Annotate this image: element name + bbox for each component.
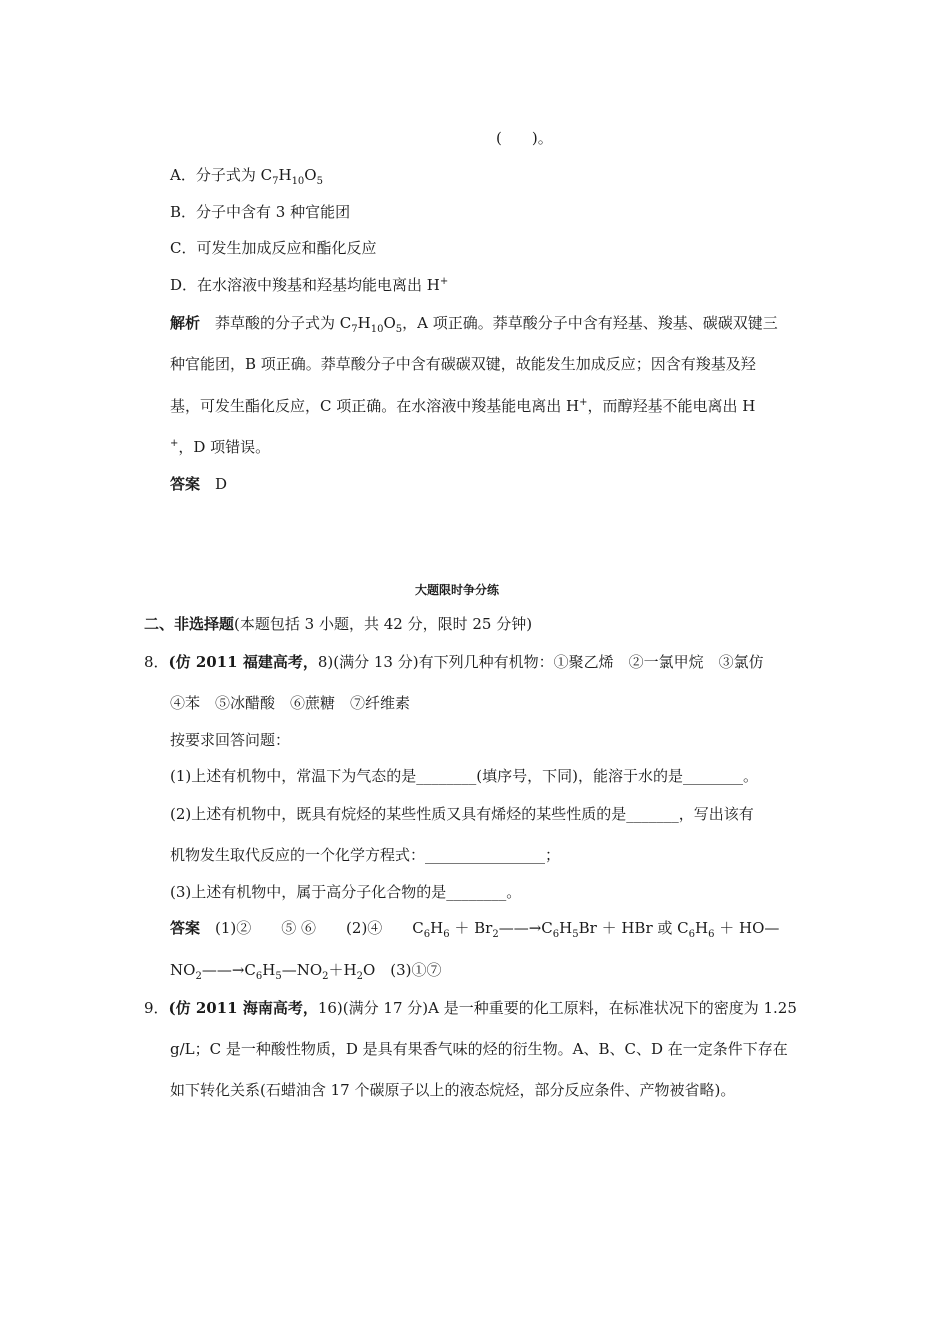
- section-title: 大题限时争分练: [415, 583, 500, 597]
- q8-answer-label: 答案: [170, 919, 201, 937]
- option-b: B．分子中含有 3 种官能团: [170, 203, 351, 221]
- q8-answer-line-1: 答案 (1)② ⑤ ⑥ (2)④ $C_6H_6$ ＋ $Br_2——\to C_6H_5Br$ ＋ HBr 或 $C_6H_6$ ＋ HO—: [170, 919, 780, 940]
- answer-line: 答案 D: [170, 475, 228, 493]
- q8-part-2a: (2)上述有机物中，既具有烷烃的某些性质又具有烯烃的某些性质的是_______，写出该有: [170, 805, 754, 823]
- q8-part-3: (3)上述有机物中，属于高分子化合物的是________。: [170, 883, 522, 901]
- explanation-label: 解析: [170, 314, 201, 332]
- explanation-line-2: 种官能团，B 项正确。莽草酸分子中含有碳碳双键，故能发生加成反应；因含有羧基及羟: [170, 355, 756, 373]
- option-a: A．分子式为 $C_7H_{10}O_5$: [170, 166, 323, 187]
- q8-part-2b: 机物发生取代反应的一个化学方程式：________________；: [170, 846, 561, 864]
- explanation-line-3: 基，可发生酯化反应，C 项正确。在水溶液中羧基能电离出 H+，而醇羟基不能电离出 H: [170, 397, 756, 415]
- answer-label: 答案: [170, 475, 201, 493]
- q8-line-3: 按要求回答问题：: [170, 731, 291, 749]
- explanation-line-4: +，D 项错误。: [170, 438, 271, 456]
- q8-line-2: ④苯 ⑤冰醋酸 ⑥蔗糖 ⑦纤维素: [170, 694, 411, 712]
- option-d: D．在水溶液中羧基和羟基均能电离出 H+: [170, 276, 449, 294]
- q9-line-2: g/L；C 是一种酸性物质，D 是具有果香气味的烃的衍生物。A、B、C、D 在一定条件下存在: [170, 1040, 788, 1058]
- q8-line-1: 8．(仿 2011 福建高考，8)(满分 13 分)有下列几种有机物：①聚乙烯 ②一氯甲烷 ③氯仿: [144, 653, 764, 671]
- q8-part-1: (1)上述有机物中，常温下为气态的是________(填序号，下同)，能溶于水的是________。: [170, 767, 758, 785]
- option-c: C．可发生加成反应和酯化反应: [170, 239, 377, 257]
- q8-answer-line-2: $NO_2——\to C_6H_5—NO_2+H_2O$ (3)①⑦: [170, 961, 442, 982]
- question-paren: ( )。: [496, 129, 553, 147]
- q9-line-1: 9．(仿 2011 海南高考，16)(满分 17 分)A 是一种重要的化工原料，在标准状况下的密度为 1.25: [144, 999, 797, 1017]
- explanation-line-1: 解析 莽草酸的分子式为 $C_7H_{10}O_5$，A 项正确。莽草酸分子中含有羟基、羧基、碳碳双键三: [170, 314, 778, 335]
- section-header: 二、非选择题(本题包括 3 小题，共 42 分，限时 25 分钟): [144, 615, 533, 633]
- q9-line-3: 如下转化关系(石蜡油含 17 个碳原子以上的液态烷烃，部分反应条件、产物被省略)。: [170, 1081, 736, 1099]
